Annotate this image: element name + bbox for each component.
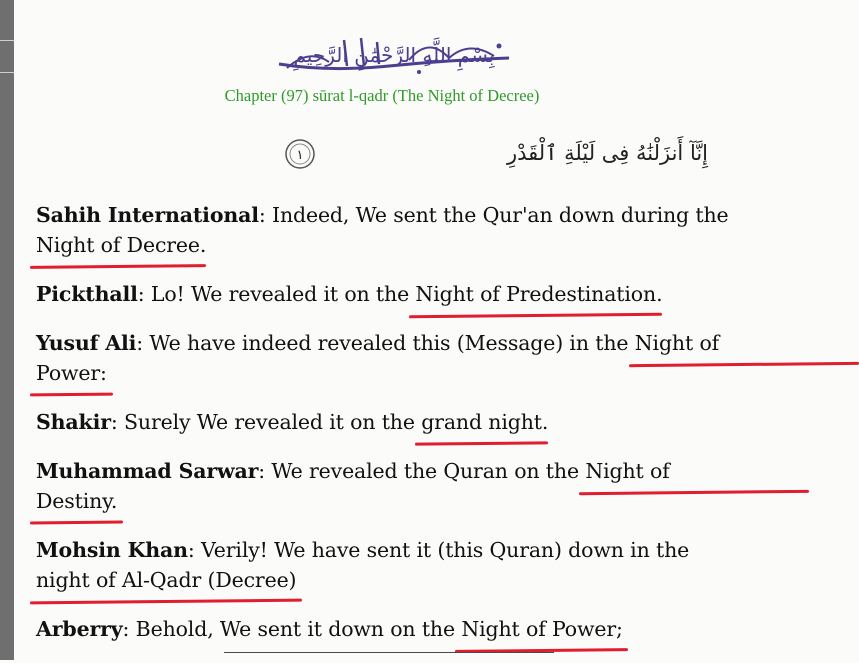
translation-yusuf-ali [36, 328, 816, 388]
underlined-phrase: Night of Power; [461, 614, 622, 644]
verse-number: ١ [296, 148, 304, 163]
chapter-title: Chapter (97) sūrat l-qadr (The Night of Decree) [224, 86, 540, 105]
translation-text: : Indeed, We sent the Qur'an down during the [258, 203, 729, 227]
underlined-phrase: Night of [635, 328, 719, 358]
underlined-phrase: night of Al-Qadr (Decree) [36, 565, 296, 595]
translator-name: Arberry [36, 617, 123, 641]
translation-text: : We have indeed revealed this (Message) in the [136, 331, 635, 355]
translation-mohsin-khan [36, 535, 816, 595]
basmala-calligraphy [269, 28, 519, 78]
translator-name: Mohsin Khan [36, 538, 188, 562]
translator-name: Yusuf Ali [36, 331, 137, 355]
underlined-phrase: Power: [36, 358, 107, 388]
translation-text: : Verily! We have sent it (this Quran) down in the [187, 538, 690, 562]
translation-pickthall: Pickthall: Lo! We revealed it on the Night of Predestination. [36, 279, 816, 309]
verse-arabic [282, 130, 709, 176]
translation-text: : Lo! We revealed it on the [137, 282, 416, 306]
underlined-phrase: Night of [585, 456, 669, 486]
translation-shakir: Shakir: Surely We revealed it on the grand night. [36, 407, 816, 437]
translations-list [36, 200, 816, 663]
translation-text: : Surely We revealed it on the [110, 410, 422, 434]
translator-name: Pickthall [36, 282, 138, 306]
basmala-text: بِسْمِ اللَّهِ الرَّحْمَٰنِ الرَّحِيمِ [293, 43, 495, 67]
underlined-phrase: Night of Predestination [415, 279, 656, 309]
document-page [14, 0, 750, 660]
translation-text: : Behold, We sent it down on the [122, 617, 462, 641]
underlined-phrase: Night of Decree [36, 230, 200, 260]
window-edge [0, 0, 14, 660]
translation-sahih-international: Sahih International: Indeed, We sent the Qur'an down during the Night of Decree. [36, 200, 816, 260]
translation-muhammad-sarwar [36, 456, 816, 516]
underlined-phrase: grand night [421, 407, 542, 437]
footer-divider [224, 652, 554, 653]
underlined-phrase: Destiny. [36, 486, 117, 516]
translator-name: Muhammad Sarwar [36, 459, 259, 483]
translation-text: : We revealed the Quran on the [258, 459, 586, 483]
translator-name: Shakir [36, 410, 111, 434]
translator-name: Sahih International [36, 203, 259, 227]
verse-arabic-text: إِنَّآ أَنزَلْنَٰهُ فِى لَيْلَةِ ٱلْقَدْرِ [507, 141, 709, 165]
translation-arberry [36, 614, 816, 644]
